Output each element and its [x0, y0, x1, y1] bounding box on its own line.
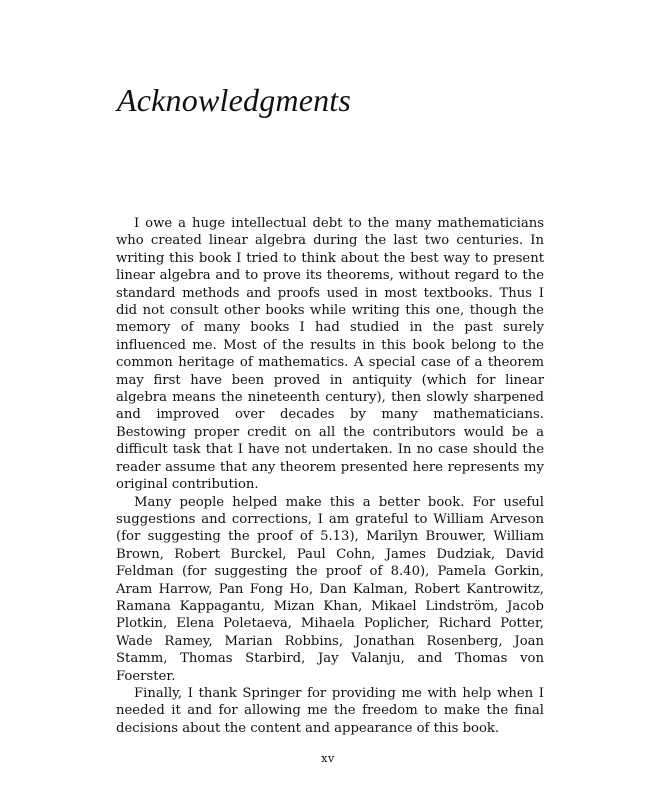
page-number: xv	[321, 752, 335, 765]
chapter-title: Acknowledgments	[117, 82, 352, 118]
paragraph-thanks-springer: Finally, I thank Springer for providing me with help when I needed it and for allowing me the freedom to make the final decisions about the content and appearance of this book.	[116, 685, 544, 736]
paragraph-thanks-people: Many people helped make this a better book. For useful suggestions and corrections, I am grateful to William Arveson (for suggesting the proof of 5.13), Marilyn Brouwer, William Brown, Robert Burckel, Paul Cohn, James Dudziak, David Feldman (for suggesting the proof of 8.40), Pamela Gorkin, Aram Harrow, Pan Fong Ho, Dan Kalman, Robert Kantrowitz, Ramana Kappagantu, Mizan Khan, Mikael Lindström, Jacob Plotkin, Elena Poletaeva, Mihaela Poplicher, Richard Potter, Wade Ramey, Marian Robbins, Jonathan Rosenberg, Joan Stamm, Thomas Starbird, Jay Valanju, and Thomas von Foerster.	[116, 494, 544, 684]
body-text	[116, 215, 544, 737]
paragraph-debt: I owe a huge intellectual debt to the many mathematicians who created linear algebra during the last two centuries. In writing this book I tried to think about the best way to present linear algebra and to prove its theorems, without regard to the standard methods and proofs used in most textbooks. Thus I did not consult other books while writing this one, though the memory of many books I had studied in the past surely influenced me. Most of the results in this book belong to the common heritage of mathematics. A special case of a theorem may first have been proved in antiquity (which for linear algebra means the nineteenth century), then slowly sharpened and improved over decades by many mathematicians. Bestowing proper credit on all the contributors would be a difficult task that I have not undertaken. In no case should the reader assume that any theorem presented here represents my original contribution.	[116, 216, 544, 493]
